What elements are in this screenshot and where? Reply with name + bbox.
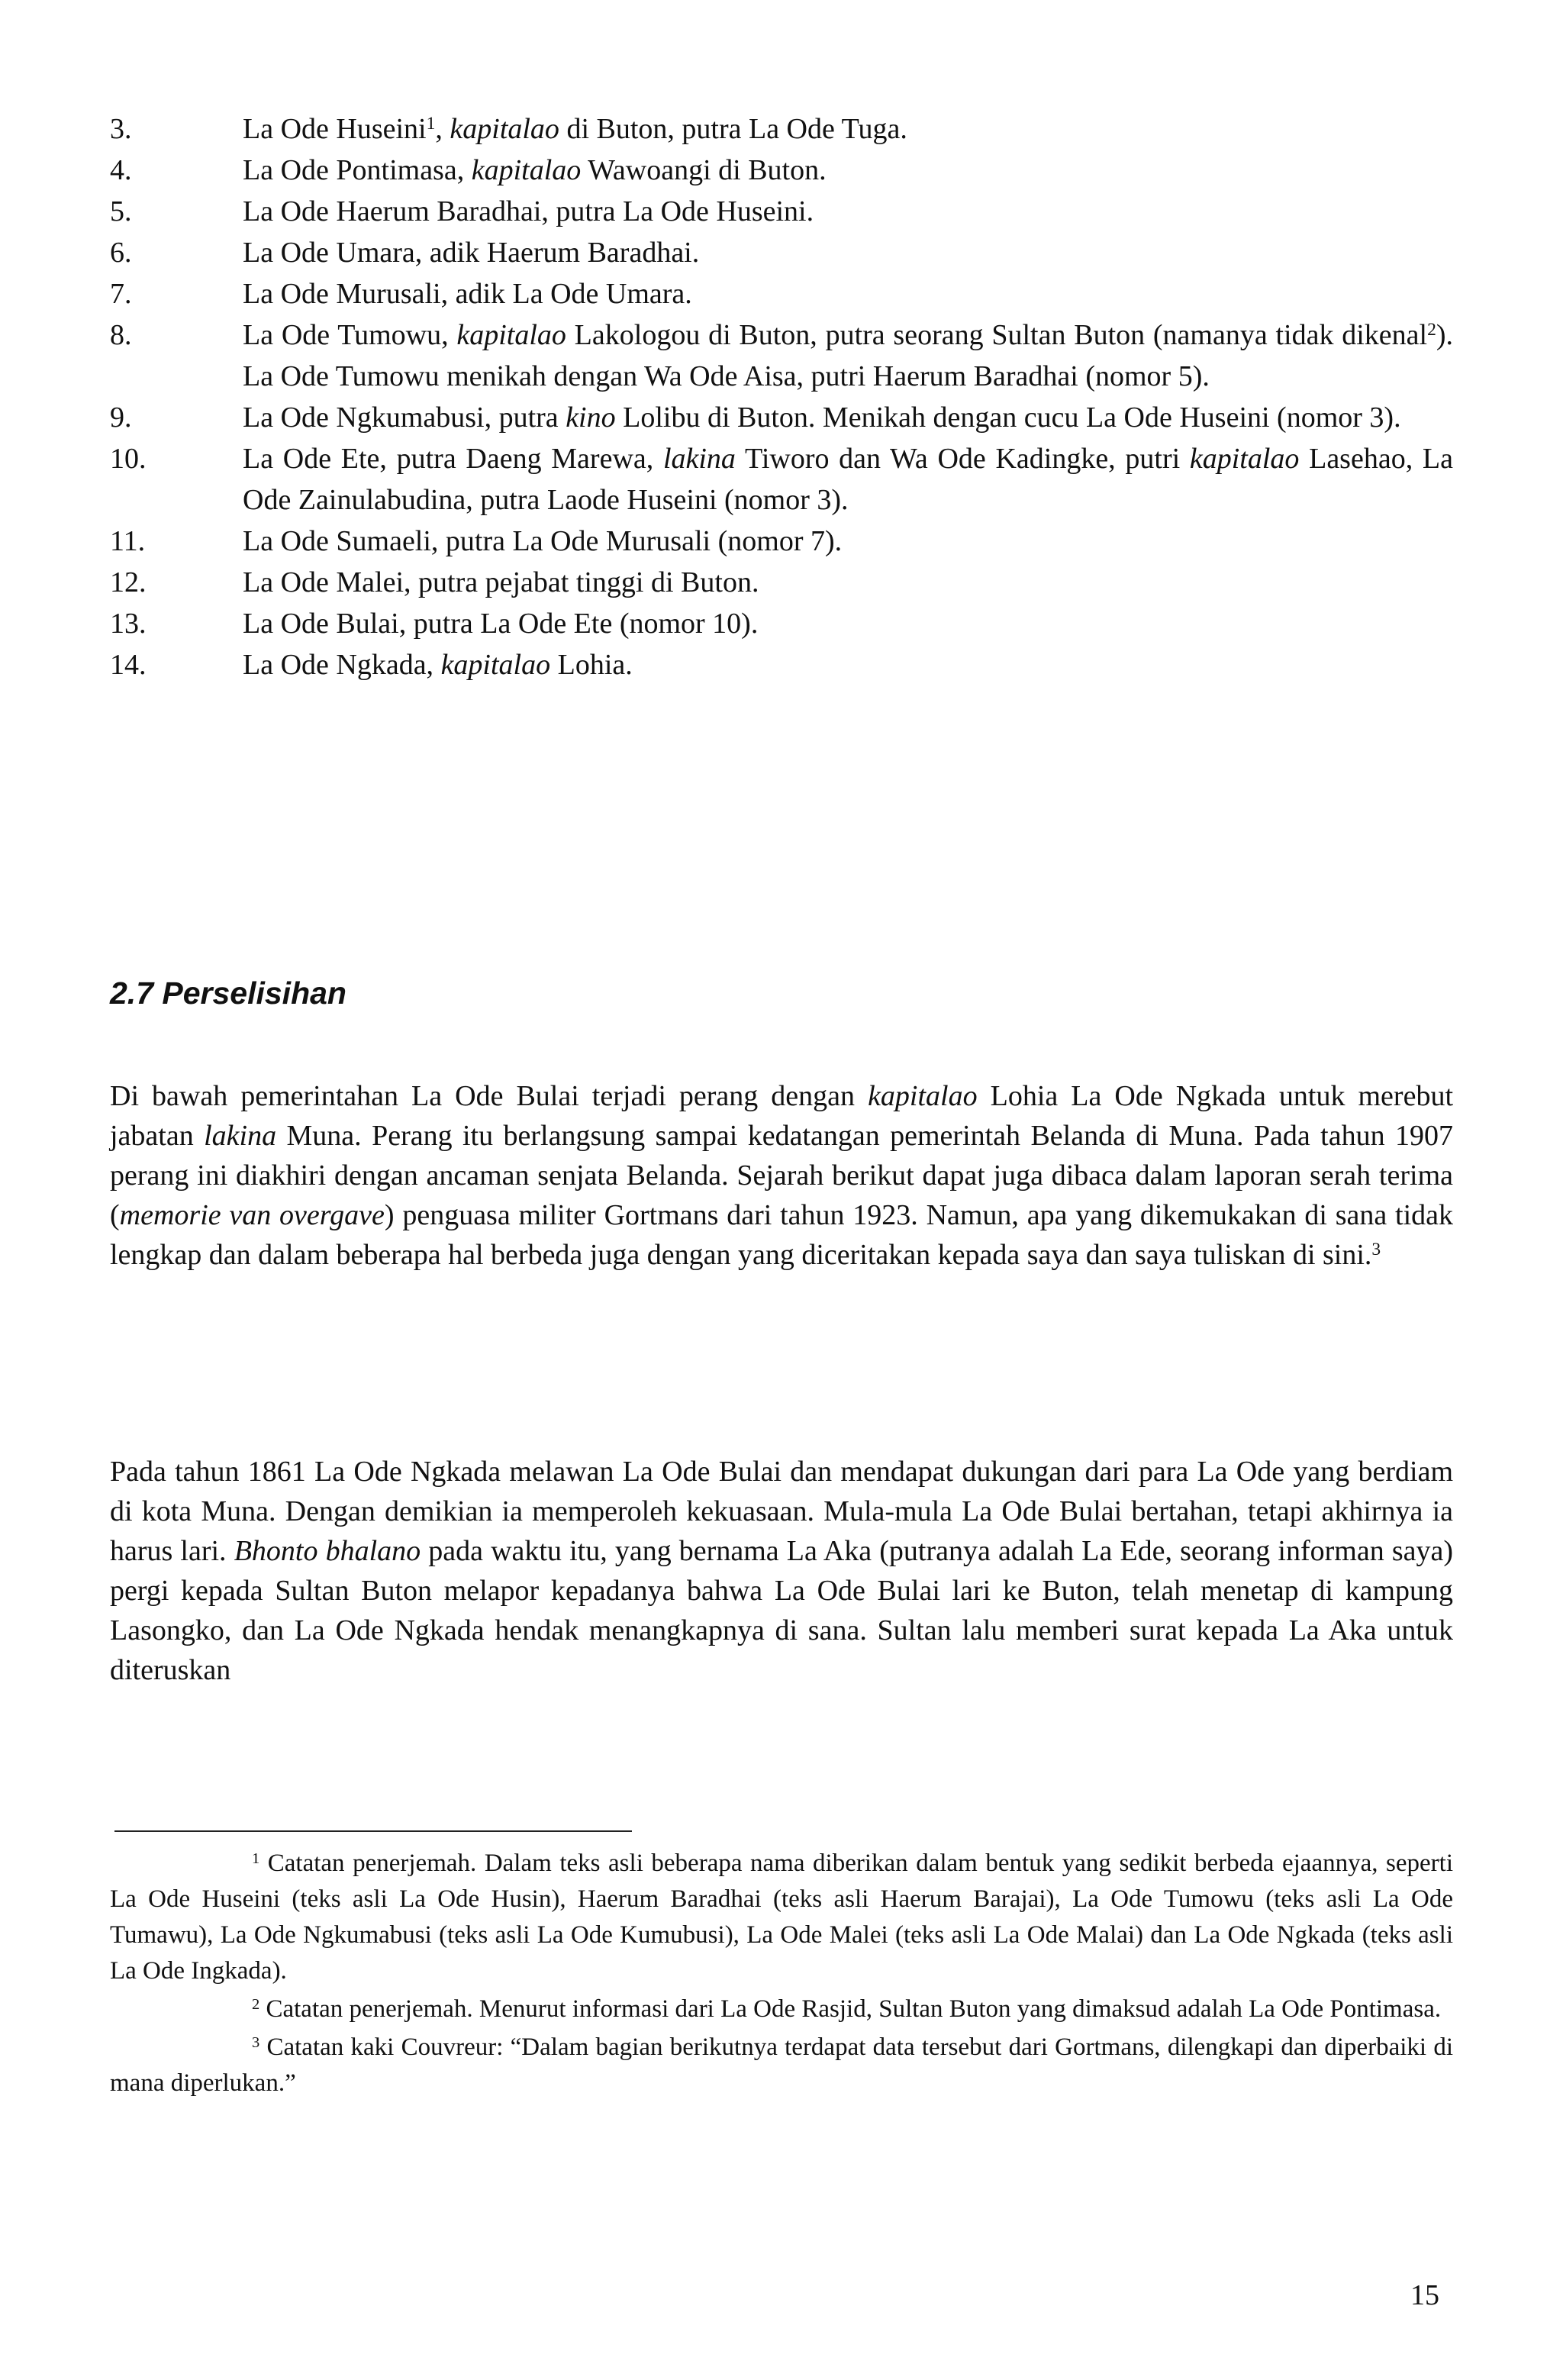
text-run: La Ode Malei, putra pejabat tinggi di Buton.: [243, 566, 759, 598]
footnote: [110, 1846, 1453, 1989]
italic-term: lakina: [662, 443, 736, 475]
footnote-marker: 2: [252, 1995, 260, 2013]
text-run: ,: [435, 113, 450, 145]
text-run: La Ode Tumowu,: [243, 319, 457, 351]
numbered-list: [110, 108, 1453, 685]
text-run: La Ode Ngkumabusi, putra: [243, 402, 566, 434]
footnote-marker: 1: [426, 114, 436, 134]
list-item-text: [243, 562, 1453, 603]
text-run: La Ode Bulai, putra La Ode Ete (nomor 10).: [243, 608, 759, 640]
list-item: [110, 438, 1453, 521]
text-run: La Ode Ngkada,: [243, 649, 441, 681]
italic-term: memorie van overgave: [119, 1199, 385, 1231]
list-item-number: 12.: [110, 566, 147, 598]
text-run: Catatan penerjemah. Dalam teks asli beberapa nama diberikan dalam bentuk yang sedikit berbeda ejaannya, seperti La Ode Huseini (teks asli La Ode Husin), Haerum Baradhai (teks asli Haerum Barajai), La Ode Tumowu (teks asli La Ode Tumawu), La Ode Ngkumabusi (teks asli La Ode Kumubusi), La Ode Malei (teks asli La Ode Malai) dan La Ode Ngkada (teks asli La Ode Ingkada).: [110, 1849, 1453, 1985]
text-run: Lohia La Ode Ngkada untuk merebut jabatan: [110, 1080, 1453, 1152]
list-item: [110, 397, 1453, 438]
footnote: [110, 2030, 1453, 2101]
list-item-text: [243, 314, 1453, 397]
list-item-number: 6.: [110, 237, 132, 269]
text-run: Lohia.: [550, 649, 633, 681]
paragraph: [110, 1076, 1453, 1275]
list-item: [110, 232, 1453, 273]
list-item-number: 10.: [110, 443, 147, 475]
text-run: Lasehao, La Ode Zainulabudina, putra Laode Huseini (nomor 3).: [243, 443, 1453, 516]
text-run: ). La Ode Tumowu menikah dengan Wa Ode Aisa, putri Haerum Baradhai (nomor 5).: [243, 319, 1453, 392]
list-item: [110, 562, 1453, 603]
text-run: di Buton, putra La Ode Tuga.: [559, 113, 907, 145]
list-item-number: 9.: [110, 402, 132, 434]
footnote: [110, 1991, 1453, 2027]
page-number: 15: [1410, 2279, 1439, 2311]
list-item-text: [243, 521, 1453, 562]
list-item: [110, 273, 1453, 314]
list-item-text: [243, 397, 1453, 438]
text-run: Lolibu di Buton. Menikah dengan cucu La Ode Huseini (nomor 3).: [615, 402, 1401, 434]
list-item-text: [243, 603, 1453, 644]
italic-term: kapitalao: [471, 154, 582, 186]
list-item-text: [243, 273, 1453, 314]
italic-term: kapitalao: [440, 649, 551, 681]
italic-term: kapitalao: [868, 1080, 978, 1112]
list-item: [110, 191, 1453, 232]
list-item-text: [243, 438, 1453, 521]
list-item-number: 7.: [110, 278, 132, 310]
italic-term: Bhonto bhalano: [234, 1535, 421, 1567]
list-item: [110, 603, 1453, 644]
footnotes: [110, 1846, 1453, 2104]
text-run: La Ode Ete, putra Daeng Marewa,: [243, 443, 663, 475]
text-run: pada waktu itu, yang bernama La Aka (putranya adalah La Ede, seorang informan saya) pergi kepada Sultan Buton melapor kepadanya bahwa La Ode Bulai lari ke Buton, telah menetap di kampung Lasongko, dan La Ode Ngkada hendak menangkapnya di sana. Sultan lalu memberi surat kepada La Aka untuk diteruskan: [110, 1535, 1454, 1686]
list-item-number: 14.: [110, 649, 147, 681]
list-item-number: 13.: [110, 608, 147, 640]
text-run: ) penguasa militer Gortmans dari tahun 1923. Namun, apa yang dikemukakan di sana tidak lengkap dan dalam beberapa hal berbeda juga dengan yang diceritakan kepada saya dan saya tuliskan di sini.: [110, 1199, 1453, 1271]
text-run: Muna. Perang itu berlangsung sampai kedatangan pemerintah Belanda di Muna. Pada tahun 1907 perang ini diakhiri dengan ancaman senjata Belanda. Sejarah berikut dapat juga dibaca dalam laporan serah terima (: [110, 1120, 1453, 1231]
text-run: La Ode Umara, adik Haerum Baradhai.: [243, 237, 700, 269]
text-run: Wawoangi di Buton.: [581, 154, 827, 186]
list-item-text: [243, 150, 1453, 191]
italic-term: kapitalao: [450, 113, 559, 145]
list-item-number: 3.: [110, 113, 132, 145]
text-run: Lakologou di Buton, putra seorang Sultan Buton (namanya tidak dikenal: [566, 319, 1428, 351]
text-run: Catatan penerjemah. Menurut informasi dari La Ode Rasjid, Sultan Buton yang dimaksud adalah La Ode Pontimasa.: [259, 1995, 1442, 2023]
list-item: [110, 521, 1453, 562]
text-run: Catatan kaki Couvreur: “Dalam bagian berikutnya terdapat data tersebut dari Gortmans, dilengkapi dan diperbaiki di mana diperlukan.”: [110, 2033, 1453, 2097]
list-item: [110, 644, 1453, 685]
list-item-text: [243, 191, 1453, 232]
list-item-text: [243, 232, 1453, 273]
footnote-marker: 3: [1371, 1240, 1381, 1260]
list-item-number: 11.: [110, 525, 146, 557]
list-item-number: 4.: [110, 154, 132, 186]
text-run: La Ode Sumaeli, putra La Ode Murusali (nomor 7).: [243, 525, 843, 557]
section-title: 2.7 Perselisihan: [110, 976, 346, 1011]
list-item: [110, 108, 1453, 150]
italic-term: kino: [566, 402, 616, 434]
italic-term: kapitalao: [1189, 443, 1300, 475]
italic-term: lakina: [204, 1120, 277, 1152]
footnote-marker: 1: [252, 1849, 260, 1867]
list-item-number: 8.: [110, 319, 132, 351]
text-run: La Ode Pontimasa,: [243, 154, 472, 186]
paragraph: [110, 1452, 1453, 1690]
footnote-marker: 3: [252, 2033, 260, 2051]
text-run: La Ode Huseini: [243, 113, 427, 145]
text-run: Di bawah pemerintahan La Ode Bulai terjadi perang dengan: [110, 1080, 869, 1112]
footnote-divider: [114, 1830, 632, 1832]
italic-term: kapitalao: [456, 319, 566, 351]
list-item-text: [243, 108, 1453, 150]
list-item-text: [243, 644, 1453, 685]
list-item: [110, 150, 1453, 191]
text-run: Tiworo dan Wa Ode Kadingke, putri: [735, 443, 1190, 475]
text-run: Pada tahun 1861 La Ode Ngkada melawan La Ode Bulai dan mendapat dukungan dari para La Ode yang berdiam di kota Muna. Dengan demikian ia memperoleh kekuasaan. Mula-mula La Ode Bulai bertahan, tetapi akhirnya ia harus lari.: [110, 1456, 1453, 1567]
list-item: [110, 314, 1453, 397]
footnote-marker: 2: [1427, 320, 1436, 340]
list-item-number: 5.: [110, 195, 132, 227]
text-run: La Ode Haerum Baradhai, putra La Ode Huseini.: [243, 195, 814, 227]
text-run: La Ode Murusali, adik La Ode Umara.: [243, 278, 692, 310]
